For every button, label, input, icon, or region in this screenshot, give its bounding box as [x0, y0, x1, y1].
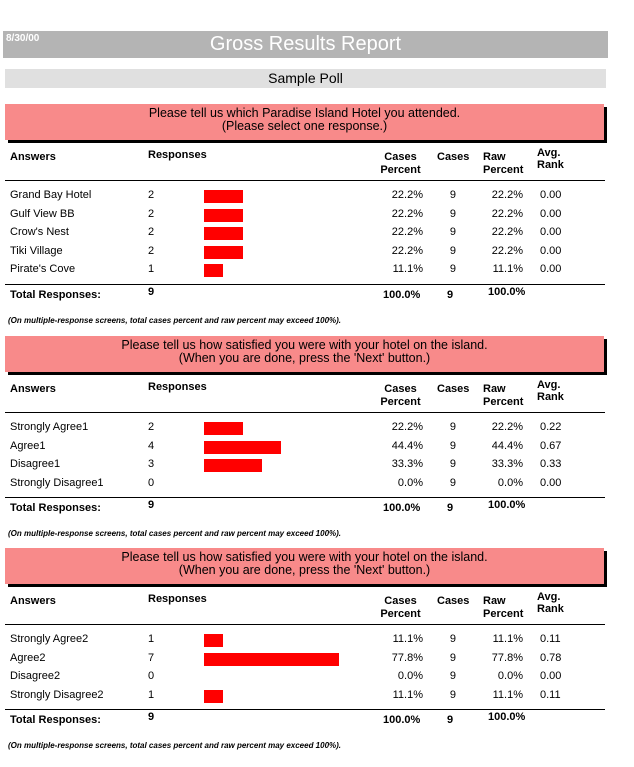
avg-rank: 0.00 — [540, 670, 562, 682]
responses-count: 2 — [148, 189, 155, 201]
raw-percent: 22.2% — [491, 226, 523, 238]
percent-footnote: (On multiple-response screens, total cases percent and raw percent may exceed 100%). — [8, 741, 342, 750]
question-text: Please tell us how satisfied you were with your hotel on the island. — [121, 338, 488, 352]
answer-label: Disagree1 — [10, 458, 61, 470]
total-rule — [5, 709, 605, 710]
raw-percent: 22.2% — [491, 421, 523, 433]
response-bar — [204, 209, 243, 222]
cases-count: 9 — [449, 263, 456, 275]
header-raw-1: Raw — [483, 595, 506, 607]
raw-percent: 44.4% — [491, 439, 523, 452]
header-rule — [5, 624, 605, 625]
report-date: 8/30/00 — [6, 33, 40, 44]
total-cases: 9 — [447, 714, 454, 726]
raw-percent: 22.2% — [491, 244, 523, 257]
question-box — [5, 104, 604, 140]
header-cases: Cases — [437, 151, 470, 163]
cases-count: 9 — [449, 189, 456, 201]
raw-percent: 0.0% — [497, 670, 523, 682]
answer-label: Strongly Disagree1 — [10, 476, 104, 489]
cases-percent: 11.1% — [392, 688, 423, 701]
total-rule — [5, 497, 605, 498]
header-raw-2: Percent — [483, 164, 524, 176]
responses-count: 0 — [148, 476, 155, 489]
question-box — [5, 336, 604, 372]
header-raw-1: Raw — [483, 151, 506, 163]
report-title: Gross Results Report — [209, 33, 402, 55]
answer-label: Disagree2 — [10, 670, 61, 682]
header-answers: Answers — [10, 151, 56, 163]
total-raw-percent: 100.0% — [488, 499, 526, 511]
response-bar — [204, 690, 223, 703]
header-answers: Answers — [10, 383, 56, 395]
cases-count: 9 — [449, 458, 456, 470]
answer-label: Tiki Village — [10, 244, 63, 257]
header-responses: Responses — [148, 593, 207, 605]
cases-percent: 0.0% — [397, 670, 423, 682]
question-box — [5, 548, 604, 584]
cases-count: 9 — [449, 476, 456, 489]
cases-percent: 0.0% — [397, 476, 423, 489]
total-responses: 9 — [148, 285, 155, 298]
cases-percent: 22.2% — [391, 421, 423, 433]
cases-percent: 11.1% — [392, 263, 423, 275]
header-avg-2: Rank — [537, 603, 564, 615]
total-cases: 9 — [447, 288, 454, 301]
avg-rank: 0.11 — [540, 633, 561, 645]
responses-count: 2 — [148, 244, 155, 257]
cases-count: 9 — [449, 244, 456, 257]
avg-rank: 0.00 — [540, 189, 562, 201]
question-instruction: (Please select one response.) — [221, 119, 388, 133]
answer-label: Agree2 — [10, 651, 46, 664]
header-cases-percent-2: Percent — [380, 164, 421, 176]
raw-percent: 77.8% — [491, 651, 523, 664]
total-raw-percent: 100.0% — [488, 285, 526, 298]
total-raw-percent: 100.0% — [488, 711, 526, 723]
response-bar — [204, 190, 243, 203]
avg-rank: 0.00 — [540, 207, 562, 220]
cases-percent: 33.3% — [391, 458, 423, 470]
response-bar — [204, 441, 281, 454]
response-bar — [204, 422, 243, 435]
raw-percent: 22.2% — [491, 189, 523, 201]
responses-count: 1 — [148, 263, 155, 275]
answer-label: Strongly Agree1 — [10, 421, 89, 433]
header-responses: Responses — [148, 381, 207, 393]
responses-count: 2 — [148, 207, 155, 220]
table-row — [5, 689, 605, 702]
total-row — [5, 500, 605, 513]
header-cases-percent-1: Cases — [384, 383, 417, 395]
cases-percent: 22.2% — [391, 244, 423, 257]
response-bar — [204, 653, 339, 666]
percent-footnote: (On multiple-response screens, total cases percent and raw percent may exceed 100%). — [8, 315, 342, 325]
avg-rank: 0.00 — [540, 226, 562, 238]
cases-count: 9 — [449, 651, 456, 664]
response-bar — [204, 459, 262, 472]
header-cases: Cases — [437, 595, 470, 607]
answer-label: Strongly Disagree2 — [10, 688, 104, 701]
cases-count: 9 — [449, 439, 456, 452]
answer-label: Grand Bay Hotel — [10, 189, 92, 201]
responses-count: 4 — [148, 439, 155, 452]
header-cases-percent-1: Cases — [384, 595, 417, 607]
header-rule — [5, 412, 605, 413]
report-title-bar — [3, 31, 608, 58]
percent-footnote: (On multiple-response screens, total cases percent and raw percent may exceed 100%). — [8, 529, 342, 538]
cases-percent: 22.2% — [391, 207, 423, 220]
responses-count: 3 — [148, 458, 155, 470]
total-cases-percent: 100.0% — [383, 502, 421, 514]
question-text: Please tell us how satisfied you were with your hotel on the island. — [121, 550, 488, 564]
raw-percent: 0.0% — [497, 476, 523, 489]
responses-count: 0 — [148, 670, 155, 682]
response-bar — [204, 246, 243, 259]
avg-rank: 0.33 — [540, 458, 562, 470]
header-avg-1: Avg. — [537, 147, 561, 159]
avg-rank: 0.11 — [540, 688, 561, 701]
avg-rank: 0.00 — [540, 263, 562, 275]
answer-label: Strongly Agree2 — [10, 633, 89, 645]
raw-percent: 33.3% — [491, 458, 523, 470]
header-raw-1: Raw — [483, 383, 506, 395]
header-avg-1: Avg. — [537, 379, 561, 391]
responses-count: 2 — [148, 226, 155, 238]
responses-count: 1 — [148, 633, 155, 645]
raw-percent: 11.1% — [492, 688, 523, 701]
header-rule — [5, 180, 605, 181]
header-cases-percent-1: Cases — [384, 151, 417, 163]
table-row — [5, 245, 605, 258]
avg-rank: 0.78 — [540, 651, 562, 664]
total-label: Total Responses: — [10, 714, 101, 726]
table-row — [5, 670, 605, 683]
cases-count: 9 — [449, 670, 456, 682]
total-label: Total Responses: — [10, 288, 101, 301]
header-answers: Answers — [10, 595, 56, 607]
response-bar — [204, 264, 223, 277]
total-cases-percent: 100.0% — [383, 714, 421, 726]
cases-count: 9 — [449, 421, 456, 433]
question-instruction: (When you are done, press the 'Next' button.) — [178, 563, 431, 577]
total-row — [5, 287, 605, 300]
response-bar — [204, 634, 223, 647]
header-cases: Cases — [437, 383, 470, 395]
cases-percent: 11.1% — [392, 633, 423, 645]
table-row — [5, 208, 605, 221]
avg-rank: 0.67 — [540, 439, 562, 452]
answer-label: Gulf View BB — [10, 207, 75, 220]
total-responses: 9 — [148, 499, 155, 511]
total-row — [5, 712, 605, 725]
raw-percent: 22.2% — [491, 207, 523, 220]
table-row — [5, 633, 605, 646]
question-instruction: (When you are done, press the 'Next' button.) — [178, 351, 431, 365]
cases-percent: 22.2% — [391, 226, 423, 238]
header-raw-2: Percent — [483, 396, 524, 408]
raw-percent: 11.1% — [492, 263, 523, 275]
avg-rank: 0.00 — [540, 244, 562, 257]
cases-percent: 22.2% — [391, 189, 423, 201]
header-raw-2: Percent — [483, 608, 524, 620]
table-row — [5, 440, 605, 453]
table-row — [5, 652, 605, 665]
avg-rank: 0.22 — [540, 421, 562, 433]
avg-rank: 0.00 — [540, 476, 562, 489]
cases-percent: 44.4% — [391, 439, 423, 452]
total-responses: 9 — [148, 711, 155, 723]
total-rule — [5, 284, 605, 285]
answer-label: Agree1 — [10, 439, 46, 452]
answer-label: Pirate's Cove — [10, 263, 76, 275]
header-responses: Responses — [148, 149, 207, 161]
table-row — [5, 226, 605, 239]
raw-percent: 11.1% — [492, 633, 523, 645]
question-text: Please tell us which Paradise Island Hotel you attended. — [148, 106, 461, 120]
cases-count: 9 — [449, 633, 456, 645]
answer-label: Crow's Nest — [10, 226, 69, 238]
total-cases: 9 — [447, 502, 454, 514]
header-avg-2: Rank — [537, 159, 564, 171]
table-row — [5, 421, 605, 434]
header-cases-percent-2: Percent — [380, 608, 421, 620]
table-row — [5, 263, 605, 276]
table-row — [5, 189, 605, 202]
header-avg-2: Rank — [537, 391, 564, 403]
table-row — [5, 458, 605, 471]
cases-count: 9 — [449, 207, 456, 220]
header-avg-1: Avg. — [537, 591, 561, 603]
cases-count: 9 — [449, 226, 456, 238]
cases-count: 9 — [449, 688, 456, 701]
table-row — [5, 477, 605, 490]
responses-count: 2 — [148, 421, 155, 433]
responses-count: 1 — [148, 688, 155, 701]
poll-name: Sample Poll — [5, 69, 606, 88]
response-bar — [204, 227, 243, 240]
total-cases-percent: 100.0% — [383, 288, 421, 301]
header-cases-percent-2: Percent — [380, 396, 421, 408]
total-label: Total Responses: — [10, 502, 101, 514]
responses-count: 7 — [148, 651, 155, 664]
cases-percent: 77.8% — [391, 651, 423, 664]
